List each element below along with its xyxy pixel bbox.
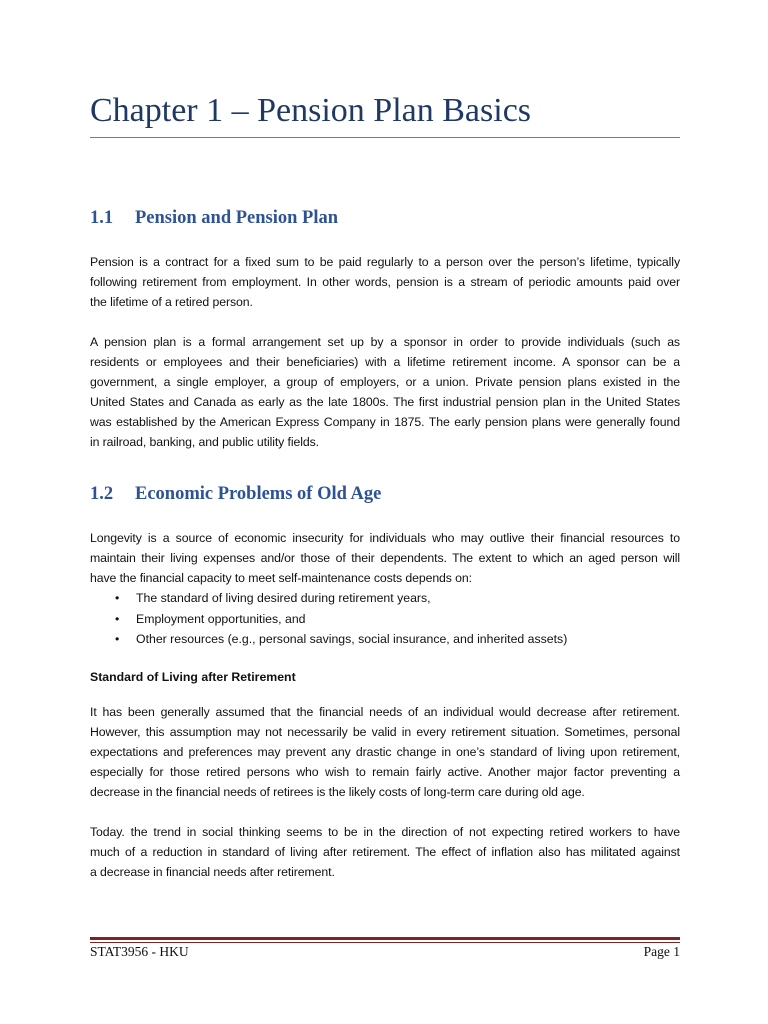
section-heading-1-1 [90,208,338,229]
text-line: government, a single employer, a group of employers, or a union. Private pension plans existed in the [90,375,680,389]
section-title: Pension and Pension Plan [135,208,339,228]
paragraph-social-trend [90,822,680,882]
paragraph-pension-definition [90,252,680,312]
section-heading-1-2 [90,484,381,505]
list-item [90,588,680,609]
text-line: maintain their living expenses and/or those of their dependents. The extent to which an aged person will [90,551,680,565]
paragraph-longevity [90,528,680,588]
text-line: It has been generally assumed that the financial needs of an individual would decrease after retirement. [90,705,680,719]
chapter-title: Chapter 1 – Pension Plan Basics [90,92,532,129]
bullet-glyph: • [115,591,120,605]
text-line: decrease in the financial needs of retirees is the likely costs of long-term care during old age. [90,785,585,799]
bullet-glyph: • [115,632,120,646]
footer-page-number: Page 1 [643,944,680,959]
list-item [90,629,680,650]
bullet-list [90,588,680,650]
text-line: However, this assumption may not necessarily be valid in every retirement situation. Sometimes, personal [90,725,680,739]
bullet-glyph: • [115,611,120,626]
text-line: in railroad, banking, and public utility fields. [90,435,319,449]
text-line: especially for those retired persons who wish to remain fairly active. Another major factor preventing a [90,765,680,779]
section-number: 1.1 [90,208,114,228]
text-line: following retirement from employment. In other words, pension is a stream of periodic amounts paid over [90,275,680,289]
section-title: Economic Problems of Old Age [135,484,382,504]
text-line: have the financial capacity to meet self-maintenance costs depends on: [90,571,472,585]
text-line: much of a reduction in standard of living after retirement. The effect of inflation also has militated against [90,845,680,859]
paragraph-financial-needs [90,702,680,802]
section-number: 1.2 [90,484,114,504]
footer-rule-thin [90,942,680,943]
text-line: a decrease in financial needs after retirement. [90,865,335,879]
subheading-standard-of-living: Standard of Living after Retirement [90,670,296,684]
text-line: was established by the American Express Company in 1875. The early pension plans were generally found [90,415,680,429]
text-line: A pension plan is a formal arrangement set up by a sponsor in order to provide individuals (such as [90,335,680,349]
footer-course-label: STAT3956 - HKU [90,944,189,959]
footer-rule [90,937,680,940]
text-line: the lifetime of a retired person. [90,295,253,309]
text-line: residents or employees and their beneficiaries) with a lifetime retirement income. A sponsor can be a [90,355,680,369]
text-line: Longevity is a source of economic insecurity for individuals who may outlive their financial resources to [90,531,680,545]
list-item-text: Employment opportunities, and [136,611,306,626]
list-item [90,609,680,630]
text-line: expectations and preferences may prevent any drastic change in one’s standard of living upon retirement, [90,745,680,759]
list-item-text: The standard of living desired during retirement years, [136,591,431,605]
text-line: Pension is a contract for a fixed sum to be paid regularly to a person over the person’s lifetime, typically [90,255,680,269]
list-item-text: Other resources (e.g., personal savings, social insurance, and inherited assets) [136,632,568,646]
title-rule [90,137,680,138]
paragraph-pension-plan [90,332,680,452]
text-line: Today. the trend in social thinking seems to be in the direction of not expecting retired workers to have [90,825,680,839]
text-line: United States and Canada as early as the late 1800s. The first industrial pension plan in the United States [90,395,680,409]
